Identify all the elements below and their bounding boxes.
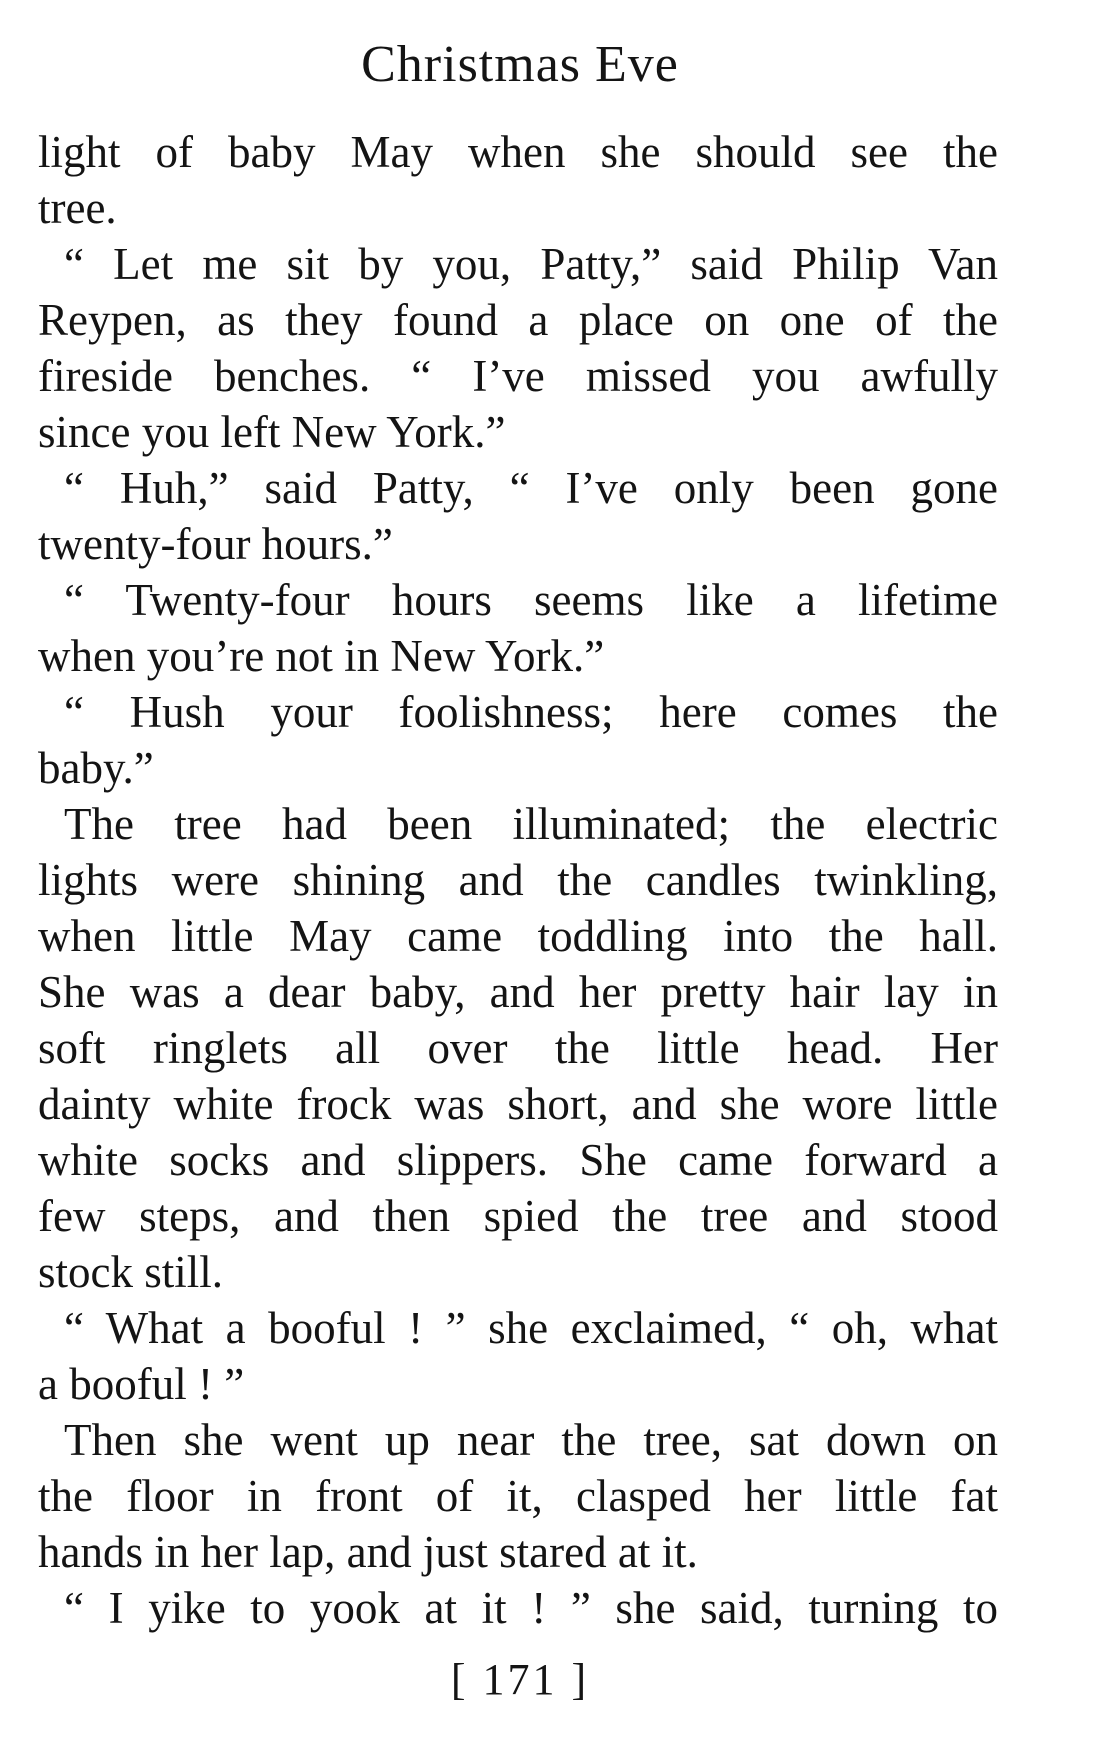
text-line: dainty white frock was short, and she wore little (38, 1079, 998, 1129)
text-line: light of baby May when she should see the (38, 127, 998, 177)
text-line: twenty-four hours.” (38, 519, 393, 569)
text-line: “ Hush your foolishness; here comes the (64, 687, 998, 737)
body-text (38, 124, 998, 1636)
text-line: “ Twenty-four hours seems like a lifetime (64, 575, 998, 625)
text-line: the floor in front of it, clasped her little fat (38, 1471, 998, 1521)
text-line: baby.” (38, 743, 154, 793)
text-line: “ What a booful ! ” she exclaimed, “ oh, what (64, 1303, 998, 1353)
text-line: tree. (38, 183, 117, 233)
text-line: Then she went up near the tree, sat down on (64, 1415, 998, 1465)
text-line: The tree had been illuminated; the electric (64, 799, 998, 849)
text-line: white socks and slippers. She came forward a (38, 1135, 998, 1185)
text-line: since you left New York.” (38, 407, 506, 457)
text-line: when you’re not in New York.” (38, 631, 605, 681)
text-line: stock still. (38, 1247, 224, 1297)
text-line: “ Let me sit by you, Patty,” said Philip Van (64, 239, 998, 289)
text-line: “ Huh,” said Patty, “ I’ve only been gone (64, 463, 998, 513)
running-head: Christmas Eve (361, 36, 679, 93)
text-line: soft ringlets all over the little head. Her (38, 1023, 998, 1073)
text-line: when little May came toddling into the hall. (38, 911, 998, 961)
text-line: lights were shining and the candles twinkling, (38, 855, 998, 905)
text-line: She was a dear baby, and her pretty hair lay in (38, 967, 998, 1017)
text-line: hands in her lap, and just stared at it. (38, 1527, 698, 1577)
page-number: [ 171 ] (450, 1655, 590, 1704)
text-line: fireside benches. “ I’ve missed you awfully (38, 351, 998, 401)
text-line: few steps, and then spied the tree and stood (38, 1191, 998, 1241)
text-line: a booful ! ” (38, 1359, 245, 1409)
text-line: “ I yike to yook at it ! ” she said, turning to (64, 1583, 998, 1633)
text-line: Reypen, as they found a place on one of the (38, 295, 998, 345)
